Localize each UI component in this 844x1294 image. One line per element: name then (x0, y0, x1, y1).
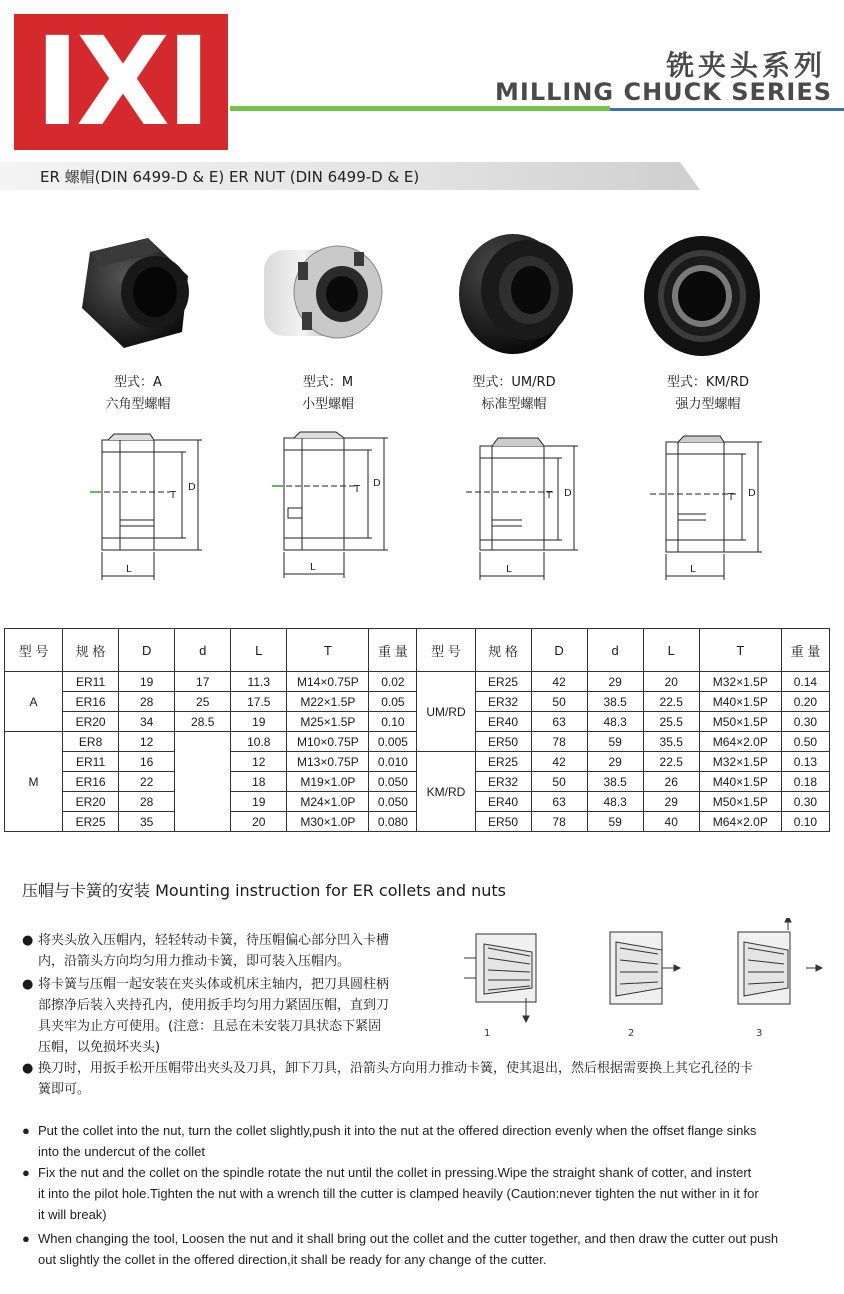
table-cell: 12 (119, 732, 175, 752)
mounting-section-title: 压帽与卡簧的安装 Mounting instruction for ER collets and nuts (22, 881, 507, 900)
bullet-dot: ● (22, 1165, 30, 1180)
table-cell: M32×1.5P (699, 752, 781, 772)
mounting-diagrams (462, 918, 832, 1048)
table-cell: 42 (531, 752, 587, 772)
table-cell: 10.8 (231, 732, 287, 752)
table-cell: ER20 (63, 792, 119, 812)
bullet-dot: ● (22, 1123, 30, 1138)
table-cell: M22×1.5P (287, 692, 369, 712)
drawing-label-t-kmrd: T (728, 492, 735, 503)
nut-photo-type-m (258, 232, 388, 352)
bullet-dot: ● (22, 1231, 30, 1246)
drawing-label-d-kmrd: D (748, 488, 756, 499)
spec-table (4, 628, 830, 832)
table-cell: 29 (587, 672, 643, 692)
product-name-umrd: 标准型螺帽 (481, 397, 547, 412)
table-cell: 35 (119, 812, 175, 832)
table-cell: 59 (587, 812, 643, 832)
bullet-text: 部擦净后装入夹持孔内，使用扳手均匀用力紧固压帽，直到刀 (38, 998, 390, 1013)
table-cell: 0.30 (781, 792, 829, 812)
brand-logo-text: IXI (34, 11, 208, 153)
drawing-type-kmrd (650, 430, 780, 590)
table-cell: 0.20 (781, 692, 829, 712)
product-name-kmrd: 强力型螺帽 (675, 397, 741, 412)
product-caption-kmrd (628, 372, 788, 416)
drawing-label-l-m: L (310, 562, 316, 573)
table-cell: M64×2.0P (699, 812, 781, 832)
col-header-size: 规 格 (63, 629, 119, 672)
mounting-bullet-en-1 (22, 1120, 832, 1162)
bullet-dot: ● (22, 1061, 34, 1076)
drawing-label-d-m: D (373, 478, 381, 489)
bullet-text: When changing the tool, Loosen the nut and it shall bring out the collet and the cutter together, and then draw the cutter out push (38, 1231, 779, 1246)
col-header-weight: 重 量 (369, 629, 417, 672)
table-cell: 0.13 (781, 752, 829, 772)
drawing-label-d-umrd: D (564, 488, 572, 499)
bullet-text: 换刀时，用扳手松开压帽带出夹头及刀具，卸下刀具，沿箭头方向用力推动卡簧，使其退出，然后根据需要换上其它孔径的卡 (38, 1061, 754, 1076)
drawing-label-l-umrd: L (506, 564, 512, 575)
bullet-text: 将卡簧与压帽一起安装在夹头体或机床主轴内，把刀具圆柱柄 (38, 977, 390, 992)
drawing-label-t-a: T (170, 490, 177, 501)
table-cell: ER25 (63, 812, 119, 832)
col-header-d: d (175, 629, 231, 672)
bullet-dot: ● (22, 977, 34, 992)
table-cell: ER11 (63, 752, 119, 772)
bullet-dot: ● (22, 933, 34, 948)
mounting-bullet-cn-1 (22, 930, 452, 972)
table-cell: 0.50 (781, 732, 829, 752)
table-cell: 50 (531, 692, 587, 712)
table-cell: 34 (119, 712, 175, 732)
table-cell: 25 (175, 692, 231, 712)
col-header-type-right: 型 号 (417, 629, 475, 672)
table-cell: 0.18 (781, 772, 829, 792)
product-name-a: 六角型螺帽 (105, 397, 171, 412)
table-cell: 28.5 (175, 712, 231, 732)
table-cell: 78 (531, 812, 587, 832)
table-cell: ER50 (475, 732, 531, 752)
table-cell: M13×0.75P (287, 752, 369, 772)
step-label-1: 1 (484, 1028, 491, 1039)
table-cell: ER16 (63, 692, 119, 712)
bullet-text: 簧即可。 (38, 1082, 91, 1097)
table-cell: 17 (175, 672, 231, 692)
drawing-label-t-umrd: T (546, 490, 553, 501)
header-rule-green (230, 106, 610, 111)
table-cell: 0.10 (369, 712, 417, 732)
table-cell: M50×1.5P (699, 792, 781, 812)
table-cell: ER40 (475, 792, 531, 812)
bullet-text: out slightly the collet in the offered direction,it shall be ready for any change of the cutter. (38, 1252, 547, 1267)
type-cell: A (5, 672, 63, 732)
table-cell: 38.5 (587, 692, 643, 712)
table-cell: ER50 (475, 812, 531, 832)
table-cell: ER40 (475, 712, 531, 732)
table-cell: 29 (587, 752, 643, 772)
table-cell: 26 (643, 772, 699, 792)
col-header-T-right: T (699, 629, 781, 672)
table-cell: M30×1.0P (287, 812, 369, 832)
product-type-kmrd: 型式：KM/RD (666, 375, 750, 390)
nut-photo-type-umrd (455, 228, 585, 356)
product-type-a: 型式：A (114, 375, 162, 390)
table-cell: 25.5 (643, 712, 699, 732)
table-cell: M40×1.5P (699, 772, 781, 792)
table-cell: M32×1.5P (699, 672, 781, 692)
table-cell: 0.14 (781, 672, 829, 692)
header-rule-blue (610, 108, 844, 111)
type-cell: KM/RD (417, 752, 475, 832)
table-cell: 19 (231, 712, 287, 732)
col-header-size-right: 规 格 (475, 629, 531, 672)
table-cell: ER32 (475, 772, 531, 792)
col-header-type: 型 号 (5, 629, 63, 672)
table-cell: 19 (119, 672, 175, 692)
table-cell: ER25 (475, 752, 531, 772)
bullet-text: 内，沿箭头方向均匀用力推动卡簧，即可装入压帽内。 (38, 954, 351, 969)
table-cell: M19×1.0P (287, 772, 369, 792)
table-cell: 19 (231, 792, 287, 812)
step-label-2: 2 (628, 1028, 635, 1039)
mounting-bullet-en-3 (22, 1228, 832, 1270)
table-cell: 59 (587, 732, 643, 752)
table-cell: 22.5 (643, 752, 699, 772)
table-cell: 20 (231, 812, 287, 832)
drawing-label-l-kmrd: L (690, 564, 696, 575)
table-cell: M14×0.75P (287, 672, 369, 692)
bullet-text: it into the pilot hole.Tighten the nut with a wrench till the cutter is clamped heavily (Caution:never tighten the nut wither in it for (38, 1186, 759, 1201)
table-cell: 35.5 (643, 732, 699, 752)
col-header-L: L (231, 629, 287, 672)
table-cell: ER16 (63, 772, 119, 792)
table-cell: 0.05 (369, 692, 417, 712)
table-cell: 42 (531, 672, 587, 692)
col-header-L-right: L (643, 629, 699, 672)
drawing-type-m (272, 430, 402, 590)
table-cell: 63 (531, 712, 587, 732)
page-title-cn: 铣夹头系列 (665, 49, 826, 82)
table-cell: 78 (531, 732, 587, 752)
table-cell: M10×0.75P (287, 732, 369, 752)
table-cell: ER20 (63, 712, 119, 732)
col-header-D: D (119, 629, 175, 672)
col-header-d-right: d (587, 629, 643, 672)
table-cell: M25×1.5P (287, 712, 369, 732)
table-cell: 28 (119, 692, 175, 712)
table-cell: M64×2.0P (699, 732, 781, 752)
table-cell: 48.3 (587, 712, 643, 732)
drawing-label-t-m: T (354, 484, 361, 495)
bullet-text: 将夹头放入压帽内，轻轻转动卡簧，待压帽偏心部分凹入卡槽 (38, 933, 390, 948)
table-cell: 22 (119, 772, 175, 792)
table-cell: 12 (231, 752, 287, 772)
type-cell: UM/RD (417, 672, 475, 752)
product-caption-umrd (434, 372, 594, 416)
table-cell: 0.050 (369, 772, 417, 792)
table-cell: 40 (643, 812, 699, 832)
nut-photo-type-kmrd (640, 234, 764, 360)
drawing-label-l-a: L (126, 564, 132, 575)
spec-table-header (5, 629, 830, 672)
table-cell: ER32 (475, 692, 531, 712)
product-name-m: 小型螺帽 (301, 397, 354, 412)
type-cell: M (5, 732, 63, 832)
table-cell: 0.02 (369, 672, 417, 692)
table-cell: 16 (119, 752, 175, 772)
bullet-text: Fix the nut and the collet on the spindle rotate the nut until the collet in pressing.Wipe the straight shank of cotter, and instert (38, 1165, 752, 1180)
table-cell (175, 732, 231, 832)
table-cell: 0.010 (369, 752, 417, 772)
table-cell: 0.080 (369, 812, 417, 832)
table-cell: M40×1.5P (699, 692, 781, 712)
page-title-en: MILLING CHUCK SERIES (495, 78, 832, 106)
bullet-text: 具夹牢为止方可使用。(注意：且忌在未安装刀具状态下紧固 (38, 1019, 382, 1034)
table-cell: 48.3 (587, 792, 643, 812)
col-header-D-right: D (531, 629, 587, 672)
table-cell: ER25 (475, 672, 531, 692)
table-cell: 20 (643, 672, 699, 692)
table-cell: 28 (119, 792, 175, 812)
bullet-text: it will break) (38, 1207, 107, 1222)
col-header-weight-right: 重 量 (781, 629, 829, 672)
table-cell: 11.3 (231, 672, 287, 692)
product-type-umrd: 型式：UM/RD (472, 375, 556, 390)
col-header-T: T (287, 629, 369, 672)
table-cell: 29 (643, 792, 699, 812)
bullet-text: into the undercut of the collet (38, 1144, 205, 1159)
section-banner-title: ER 螺帽(DIN 6499-D & E) ER NUT (DIN 6499-D & E) (40, 168, 420, 186)
drawing-type-a (90, 430, 220, 590)
bullet-text: Put the collet into the nut, turn the collet slightly,push it into the nut at the offered direction evenly when the offset flange sinks (38, 1123, 757, 1138)
table-cell: 0.10 (781, 812, 829, 832)
table-cell: 0.30 (781, 712, 829, 732)
mounting-bullet-en-2 (22, 1162, 832, 1225)
table-cell: ER11 (63, 672, 119, 692)
nut-photo-type-a (70, 232, 200, 352)
product-caption-m (248, 372, 408, 416)
brand-logo (14, 11, 228, 153)
table-cell: 22.5 (643, 692, 699, 712)
product-caption-a (58, 372, 218, 416)
table-cell: 0.005 (369, 732, 417, 752)
product-type-m: 型式：M (302, 375, 354, 390)
table-cell: 0.050 (369, 792, 417, 812)
drawing-type-umrd (462, 430, 592, 590)
mounting-bullet-cn-2 (22, 974, 452, 1058)
table-cell: M24×1.0P (287, 792, 369, 812)
table-cell: 17.5 (231, 692, 287, 712)
table-row (5, 752, 830, 772)
mounting-bullet-cn-3 (22, 1058, 832, 1100)
table-cell: ER8 (63, 732, 119, 752)
table-cell: 63 (531, 792, 587, 812)
table-cell: 50 (531, 772, 587, 792)
step-label-3: 3 (756, 1028, 763, 1039)
bullet-text: 压帽，以免损坏夹头) (38, 1040, 161, 1055)
table-cell: 18 (231, 772, 287, 792)
drawing-label-d-a: D (188, 482, 196, 493)
table-cell: M50×1.5P (699, 712, 781, 732)
table-row (5, 672, 830, 692)
table-cell: 38.5 (587, 772, 643, 792)
